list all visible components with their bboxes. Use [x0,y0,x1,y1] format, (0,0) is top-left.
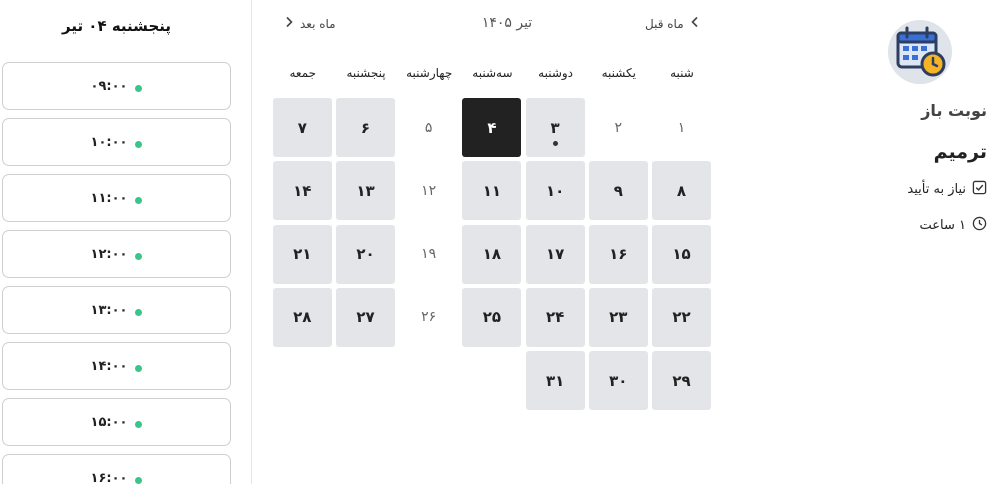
chevron-right-icon [284,16,294,31]
calendar-day [652,98,711,157]
day-number: ۲۷ [356,308,375,327]
calendar-day[interactable] [526,225,585,284]
time-slot-button[interactable] [2,454,231,484]
available-dot-icon [135,85,142,92]
day-number: ۲۹ [672,371,691,390]
duration-label: ۱ ساعت [919,218,966,233]
time-slot-label: ۱۰:۰۰ [90,134,128,150]
calendar-day[interactable] [336,225,395,284]
weekday-label: سه‌شنبه [472,66,513,80]
day-number: ۱۶ [609,245,628,264]
calendar-day[interactable] [526,161,585,220]
time-slot-label: ۱۱:۰۰ [90,190,128,206]
weekday-label: یکشنبه [601,66,636,80]
selected-date-title: پنجشنبه ۰۴ تیر [61,17,172,35]
day-number: ۲ [614,119,623,136]
time-slot-button[interactable] [2,62,231,110]
approval-info [907,180,987,199]
available-dot-icon [135,365,142,372]
day-number: ۷ [297,118,307,137]
calendar-clock-icon [888,20,952,84]
day-number: ۳ [550,118,560,137]
calendar-day[interactable] [526,351,585,410]
brand-name: نوبت باز [921,101,987,120]
calendar-day[interactable] [336,98,395,157]
day-number: ۱۷ [545,245,565,264]
calendar-day[interactable] [462,288,521,347]
available-dot-icon [135,477,142,484]
day-number: ۳۰ [609,371,628,390]
available-dot-icon [135,253,142,260]
previous-month-label: ماه قبل [645,16,684,31]
time-slot-button[interactable] [2,118,231,166]
calendar-day [399,98,458,157]
next-month-label: ماه بعد [300,16,336,31]
calendar-day[interactable] [273,225,332,284]
time-slot-label: ۱۶:۰۰ [90,470,128,484]
checkbox-icon [972,180,987,199]
weekday-label: پنجشنبه [346,66,386,80]
calendar-day[interactable] [462,161,521,220]
day-number: ۸ [676,181,687,200]
day-number: ۱۴ [293,181,312,200]
day-number: ۹ [613,181,623,200]
time-slot-button[interactable] [2,230,231,278]
chevron-left-icon [690,16,700,31]
day-number: ۲۴ [545,308,565,327]
calendar-day[interactable] [589,351,648,410]
day-number: ۱۹ [421,246,437,263]
calendar-day[interactable] [273,161,332,220]
time-slot-label: ۱۵:۰۰ [90,414,128,430]
day-number: ۱۰ [545,181,565,200]
day-number: ۱۸ [482,245,502,264]
month-title: تیر ۱۴۰۵ [481,15,533,31]
day-number: ۲۱ [293,245,312,264]
calendar-day[interactable] [589,288,648,347]
day-number: ۱۵ [672,245,691,264]
next-month-button[interactable] [284,16,336,31]
day-number: ۴ [487,118,497,137]
calendar-day[interactable] [652,225,711,284]
time-slot-button[interactable] [2,174,231,222]
day-number: ۱ [677,119,686,136]
day-number: ۲۸ [293,308,312,327]
calendar-day[interactable] [589,225,648,284]
calendar-day[interactable] [652,161,711,220]
calendar-day [589,98,648,157]
weekday-label: جمعه [289,66,317,80]
booking-dot-icon [553,141,558,146]
available-dot-icon [135,141,142,148]
calendar-day[interactable] [526,98,585,157]
time-slot-label: ۱۲:۰۰ [90,246,128,262]
calendar-day[interactable] [589,161,648,220]
calendar-day[interactable] [462,225,521,284]
calendar-day [399,225,458,284]
time-slot-button[interactable] [2,398,231,446]
available-dot-icon [135,421,142,428]
day-number: ۲۰ [356,245,375,264]
previous-month-button[interactable] [645,16,700,31]
calendar-day[interactable] [273,98,332,157]
day-number: ۵ [424,119,433,136]
clock-icon [972,216,987,235]
time-slot-button[interactable] [2,342,231,390]
time-slot-label: ۰۹:۰۰ [90,78,128,94]
day-number: ۲۲ [672,308,691,327]
weekday-label: چهارشنبه [406,66,453,80]
calendar-day[interactable] [526,288,585,347]
calendar-day[interactable] [273,288,332,347]
weekday-label: دوشنبه [538,66,574,80]
day-number: ۳۱ [545,371,565,390]
day-number: ۲۳ [609,308,628,327]
time-slots-panel [0,0,252,484]
approval-label: نیاز به تأیید [907,182,966,197]
day-number: ۲۵ [482,308,502,327]
calendar-day[interactable] [336,161,395,220]
service-profile [875,0,995,484]
day-number: ۱۳ [356,181,375,200]
calendar-header [252,0,742,48]
service-name: ترمیم [933,141,987,163]
day-number: ۶ [360,118,371,137]
time-slot-label: ۱۴:۰۰ [90,358,128,374]
calendar-day[interactable] [652,288,711,347]
weekday-label: شنبه [670,66,694,80]
calendar-day[interactable] [652,351,711,410]
calendar-day [399,288,458,347]
calendar-day [399,161,458,220]
selected-day[interactable] [462,98,521,157]
day-number: ۱۲ [421,182,437,199]
day-number: ۲۶ [421,309,437,326]
calendar-day[interactable] [336,288,395,347]
available-dot-icon [135,309,142,316]
day-number: ۱۱ [482,181,502,200]
month-calendar [252,0,742,484]
available-dot-icon [135,197,142,204]
time-slot-label: ۱۳:۰۰ [90,302,128,318]
time-slot-button[interactable] [2,286,231,334]
duration-info [920,216,988,235]
